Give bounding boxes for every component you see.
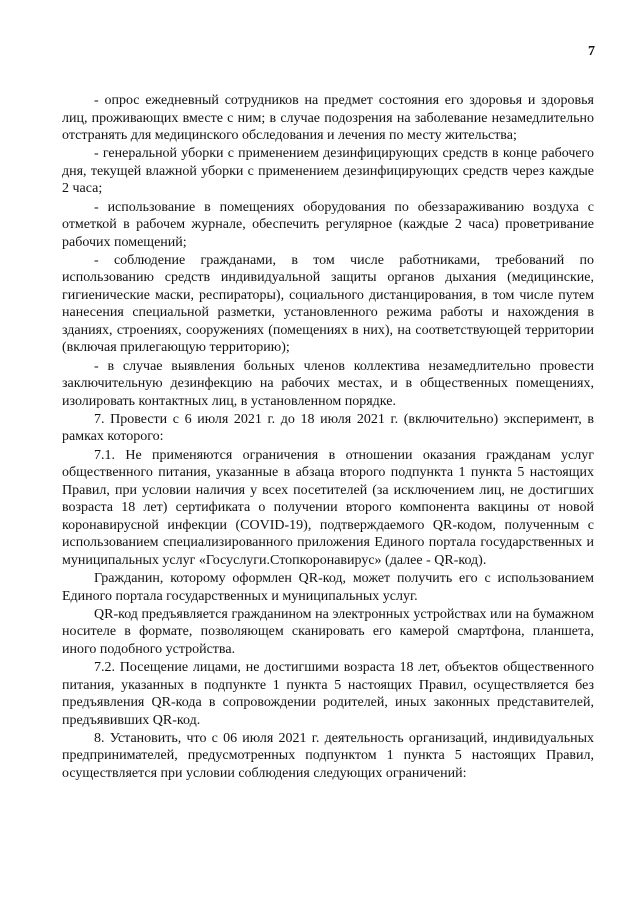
document-body (62, 92, 594, 783)
paragraph: 7.1. Не применяются ограничения в отношении оказания гражданам услуг общественного питания, указанные в абзаца второго подпункта 1 пункта 5 настоящих Правил, при условии наличия у всех посетителей (за исключением лиц, не достигших возраста 18 лет) сертификата о получении второго компонента вакцины от новой коронавирусной инфекции (COVID-19), подтверждаемого QR-кодом, полученным с использованием специализированного приложения Единого портала государственных и муниципальных услуг «Госуслуги.Стопкоронавирус» (далее - QR-код). (62, 447, 594, 568)
paragraph: 7.2. Посещение лицами, не достигшими возраста 18 лет, объектов общественного питания, указанных в подпункте 1 пункта 5 настоящих Правил, осуществляется без предъявления QR-кода в сопровождении родителей, иных законных представителей, предъявивших QR-код. (62, 660, 594, 728)
paragraph: 8. Установить, что с 06 июля 2021 г. деятельность организаций, индивидуальных предпринимателей, предусмотренных подпунктом 1 пункта 5 настоящих Правил, осуществляется при условии соблюдения следующих ограничений: (62, 730, 594, 781)
paragraph: QR-код предъявляется гражданином на электронных устройствах или на бумажном носителе в формате, позволяющем сканировать его камерой смартфона, планшета, иного подобного устройства. (62, 606, 594, 657)
paragraph: - использование в помещениях оборудования по обеззараживанию воздуха с отметкой в рабочем журнале, обеспечить регулярное (каждые 2 часа) проветривание рабочих помещений; (62, 199, 594, 250)
paragraph: 7. Провести с 6 июля 2021 г. до 18 июля 2021 г. (включительно) эксперимент, в рамках которого: (62, 411, 594, 445)
paragraph: Гражданин, которому оформлен QR-код, может получить его с использованием Единого портала государственных и муниципальных услуг. (62, 571, 594, 604)
paragraph: - генеральной уборки с применением дезинфицирующих средств в конце рабочего дня, текущей влажной уборки с применением дезинфицирующих средств через каждые 2 часа; (62, 146, 594, 197)
paragraph: - соблюдение гражданами, в том числе работниками, требований по использованию средств индивидуальной защиты органов дыхания (медицинские, гигиенические маски, респираторы), социального дистанцирования, в том числе путем нанесения специальной разметки, установленного режима работы и нахождения в зданиях, строениях, сооружениях (помещениях в них), на соответствующей территории (включая прилегающую территорию); (62, 252, 594, 356)
paragraph: - опрос ежедневный сотрудников на предмет состояния его здоровья и здоровья лиц, проживающих вместе с ним; в случае подозрения на заболевание незамедлительно отстранять для медицинского обследования и лечения по месту жительства; (62, 93, 594, 143)
paragraph: - в случае выявления больных членов коллектива незамедлительно провести заключительную дезинфекцию на рабочих местах, и в общественных помещениях, изолировать контактных лиц, в установленном порядке. (62, 358, 594, 409)
page-number: 7 (588, 44, 595, 59)
